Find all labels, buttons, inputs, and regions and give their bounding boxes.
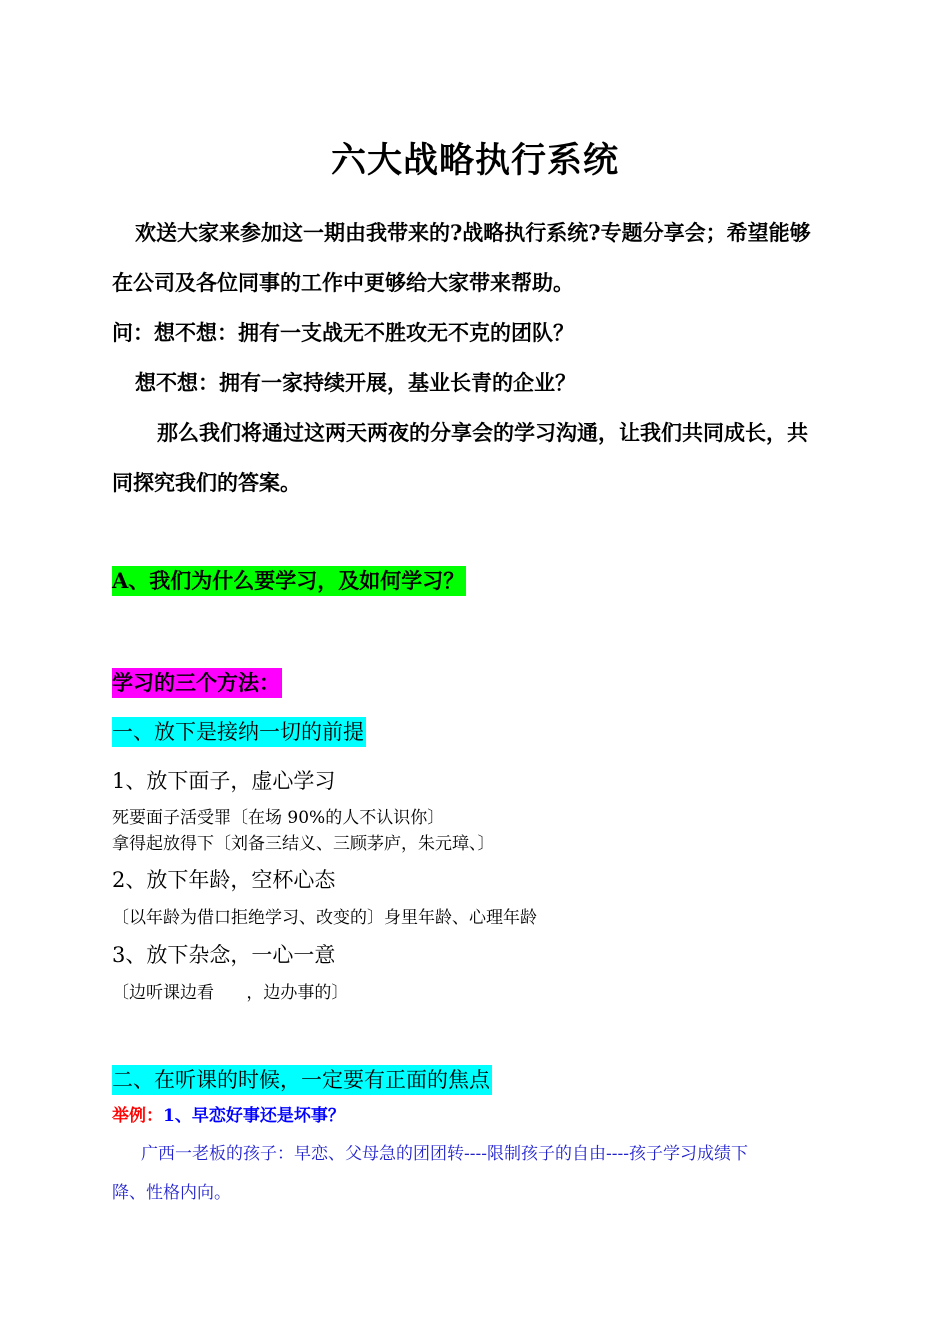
method-one-item-3: 3、放下杂念，一心一意 — [112, 943, 336, 967]
method-one-item-1: 1、放下面子，虚心学习 — [112, 769, 336, 793]
question-line-2: 想不想：拥有一家持续开展，基业长青的企业？ — [135, 370, 576, 395]
intro-paragraph-line-2: 在公司及各位同事的工作中更够给大家带来帮助。 — [112, 270, 574, 295]
intro-paragraph-line-3: 那么我们将通过这两天两夜的分享会的学习沟通，让我们共同成长，共 — [157, 420, 808, 445]
method-one-item-2-note: 〔以年龄为借口拒绝学习、改变的〕身里年龄、心理年龄 — [112, 908, 537, 928]
section-a-heading-text: A、我们为什么要学习，及如何学习？ — [112, 566, 466, 596]
section-a-heading — [112, 566, 466, 596]
intro-paragraph-line-4: 同探究我们的答案。 — [112, 470, 301, 495]
intro-paragraph-line-1: 欢送大家来参加这一期由我带来的?战略执行系统?专题分享会；希望能够 — [135, 220, 811, 245]
example-body-line-1: 广西一老板的孩子：早恋、父母急的团团转----限制孩子的自由----孩子学习成绩下 — [141, 1144, 748, 1164]
method-two-heading-text: 二、在听课的时候，一定要有正面的焦点 — [112, 1065, 492, 1095]
method-one-heading-text: 一、放下是接纳一切的前提 — [112, 717, 366, 747]
question-line-1: 问：想不想：拥有一支战无不胜攻无不克的团队？ — [112, 320, 574, 345]
method-one-item-1-note-2: 拿得起放得下〔刘备三结义、三顾茅庐，朱元璋、〕 — [112, 834, 495, 854]
example-label: 举例： — [112, 1106, 163, 1126]
example-title: 1、早恋好事还是坏事？ — [163, 1106, 345, 1126]
example-heading — [112, 1103, 345, 1129]
method-one-item-1-note-1: 死要面子活受罪〔在场 90%的人不认识你〕 — [112, 808, 445, 828]
example-body-line-2: 降、性格内向。 — [112, 1183, 231, 1203]
method-one-item-3-note: 〔边听课边看 ，边办事的〕 — [112, 983, 349, 1003]
method-one-heading — [112, 717, 366, 747]
methods-heading — [112, 668, 282, 698]
method-one-item-2: 2、放下年龄，空杯心态 — [112, 868, 336, 892]
document-title: 六大战略执行系统 — [330, 140, 619, 181]
methods-heading-text: 学习的三个方法： — [112, 668, 282, 698]
method-two-heading — [112, 1065, 492, 1095]
